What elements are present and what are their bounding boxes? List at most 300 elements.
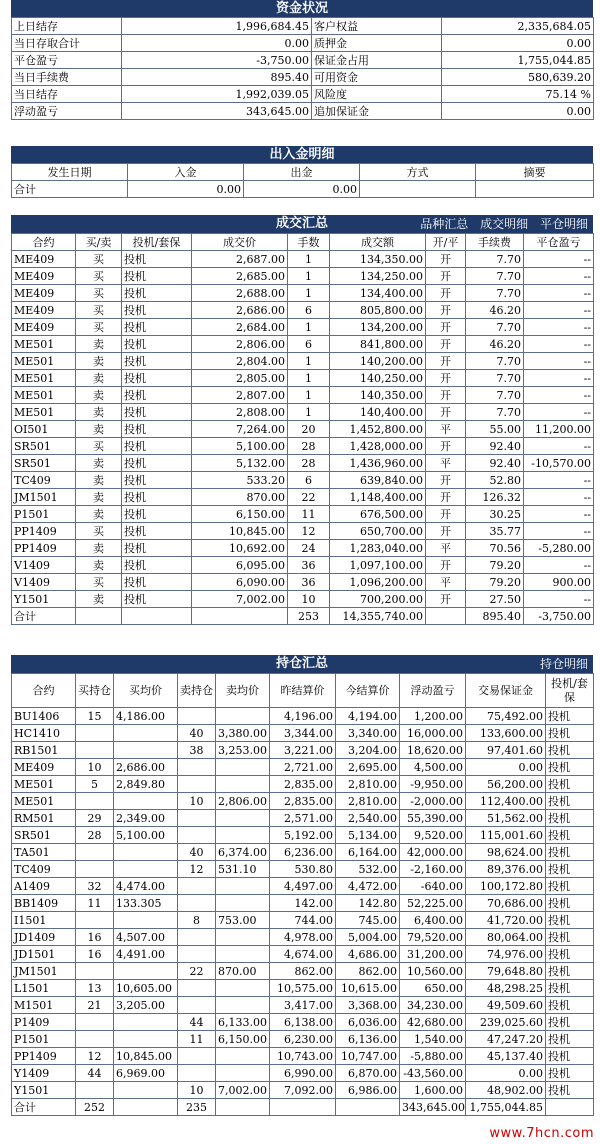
position-cell: 15: [76, 708, 114, 725]
funds-label: 当日结存: [12, 86, 122, 103]
trade-cell: 2,807.00: [192, 387, 288, 404]
table-row: [12, 506, 594, 523]
trade-cell: 10,692.00: [192, 540, 288, 557]
funds-value: 1,992,039.05: [122, 86, 312, 103]
position-cell: 4,978.00: [270, 929, 336, 946]
trade-cell: 2,805.00: [192, 370, 288, 387]
trade-cell: 134,400.00: [330, 285, 426, 302]
position-cell: 55,390.00: [400, 810, 466, 827]
position-cell: 3,253.00: [216, 742, 270, 759]
position-cell: [76, 1014, 114, 1031]
position-cell: ME501: [12, 776, 76, 793]
trade-cell: --: [524, 319, 594, 336]
trade-cell: 46.20: [466, 336, 524, 353]
position-cell: 74,976.00: [466, 946, 546, 963]
funds-row: [12, 86, 594, 103]
position-cell: [114, 793, 178, 810]
trade-cell: 投机: [122, 268, 192, 285]
trade-cell: 开: [426, 489, 466, 506]
position-cell: RB1501: [12, 742, 76, 759]
position-cell: [216, 759, 270, 776]
trade-cell: 6,150.00: [192, 506, 288, 523]
position-cell: 5,100.00: [114, 827, 178, 844]
column-header: 方式: [360, 164, 476, 181]
trade-cell: 1,428,000.00: [330, 438, 426, 455]
total-cell: 252: [76, 1099, 114, 1116]
position-cell: 8: [178, 912, 216, 929]
position-cell: 2,806.00: [216, 793, 270, 810]
table-row: [12, 844, 594, 861]
trade-cell: 20: [288, 421, 330, 438]
total-cell: 343,645.00: [400, 1099, 466, 1116]
link-position-detail[interactable]: 持仓明细: [539, 657, 588, 671]
table-row: [12, 489, 594, 506]
position-cell: L1501: [12, 980, 76, 997]
funds-section: [11, 0, 593, 120]
trade-cell: 平: [426, 421, 466, 438]
position-cell: 13: [76, 980, 114, 997]
trade-cell: 79.20: [466, 557, 524, 574]
position-cell: 投机: [546, 1048, 594, 1065]
trade-cell: 1,096,200.00: [330, 574, 426, 591]
table-row: [12, 980, 594, 997]
total-cell: [360, 181, 476, 198]
trade-cell: --: [524, 302, 594, 319]
inout-title: 出入金明细: [11, 146, 593, 163]
position-cell: [178, 1065, 216, 1082]
total-cell: 0.00: [128, 181, 244, 198]
position-cell: 投机: [546, 946, 594, 963]
trade-cell: 7.70: [466, 285, 524, 302]
table-row: [12, 591, 594, 608]
position-cell: 6,230.00: [270, 1031, 336, 1048]
trade-cell: 35.77: [466, 523, 524, 540]
position-cell: 3,380.00: [216, 725, 270, 742]
trade-cell: 6,095.00: [192, 557, 288, 574]
position-cell: [216, 776, 270, 793]
trade-cell: 2,686.00: [192, 302, 288, 319]
table-row: [12, 1048, 594, 1065]
table-row: [12, 319, 594, 336]
trade-cell: SR501: [12, 455, 76, 472]
position-cell: 4,686.00: [336, 946, 400, 963]
table-row: [12, 861, 594, 878]
position-cell: 4,186.00: [114, 708, 178, 725]
position-cell: [114, 725, 178, 742]
trade-cell: 买: [76, 319, 122, 336]
funds-label: 保证金占用: [312, 52, 442, 69]
position-cell: -2,160.00: [400, 861, 466, 878]
trade-cell: 开: [426, 285, 466, 302]
trade-cell: 投机: [122, 438, 192, 455]
trade-cell: 2,684.00: [192, 319, 288, 336]
position-cell: 97,401.60: [466, 742, 546, 759]
position-cell: [216, 895, 270, 912]
position-cell: 32: [76, 878, 114, 895]
trade-cell: 30.25: [466, 506, 524, 523]
position-cell: 16: [76, 946, 114, 963]
position-cell: 5: [76, 776, 114, 793]
trade-cell: 46.20: [466, 302, 524, 319]
trade-cell: ME409: [12, 319, 76, 336]
position-cell: 2,849.80: [114, 776, 178, 793]
trade-cell: 6: [288, 336, 330, 353]
funds-row: [12, 103, 594, 120]
position-cell: 投机: [546, 912, 594, 929]
trade-cell: ME409: [12, 251, 76, 268]
trade-cell: 11,200.00: [524, 421, 594, 438]
position-cell: [114, 742, 178, 759]
column-header: 投机/套保: [546, 674, 594, 708]
position-cell: 42,000.00: [400, 844, 466, 861]
column-header: 手数: [288, 234, 330, 251]
trade-cell: 投机: [122, 251, 192, 268]
position-cell: [76, 1031, 114, 1048]
position-cell: 10,615.00: [336, 980, 400, 997]
total-cell: [192, 608, 288, 625]
trade-cell: --: [524, 557, 594, 574]
total-cell: [76, 608, 122, 625]
funds-table: [11, 17, 594, 120]
position-cell: 2,686.00: [114, 759, 178, 776]
trade-cell: 7,264.00: [192, 421, 288, 438]
position-cell: 44: [76, 1065, 114, 1082]
trade-cell: ME501: [12, 387, 76, 404]
trade-cell: 36: [288, 574, 330, 591]
trade-cell: 11: [288, 506, 330, 523]
trade-cell: 1: [288, 370, 330, 387]
position-cell: 投机: [546, 827, 594, 844]
funds-label: 上日结存: [12, 18, 122, 35]
inout-header-row: [12, 164, 594, 181]
position-cell: 投机: [546, 742, 594, 759]
position-cell: [178, 827, 216, 844]
position-cell: -5,880.00: [400, 1048, 466, 1065]
position-cell: 4,194.00: [336, 708, 400, 725]
trade-cell: --: [524, 404, 594, 421]
column-header: 手续费: [466, 234, 524, 251]
position-cell: 0.00: [466, 759, 546, 776]
trade-cell: 2,685.00: [192, 268, 288, 285]
trade-cell: 投机: [122, 455, 192, 472]
position-cell: 112,400.00: [466, 793, 546, 810]
total-cell: [476, 181, 594, 198]
position-cell: [76, 963, 114, 980]
position-cell: [216, 997, 270, 1014]
position-cell: A1409: [12, 878, 76, 895]
column-header: 买均价: [114, 674, 178, 708]
table-row: [12, 336, 594, 353]
position-cell: RM501: [12, 810, 76, 827]
trade-cell: -5,280.00: [524, 540, 594, 557]
position-cell: 10,747.00: [336, 1048, 400, 1065]
trade-cell: 36: [288, 557, 330, 574]
table-row: [12, 895, 594, 912]
trade-cell: 开: [426, 353, 466, 370]
position-cell: 870.00: [216, 963, 270, 980]
position-cell: 2,721.00: [270, 759, 336, 776]
trade-cell: ME501: [12, 370, 76, 387]
funds-value: 580,639.20: [442, 69, 594, 86]
trade-cell: 12: [288, 523, 330, 540]
position-cell: 21: [76, 997, 114, 1014]
position-cell: 16: [76, 929, 114, 946]
total-cell: 合计: [12, 608, 76, 625]
funds-row: [12, 18, 594, 35]
trade-cell: 平: [426, 574, 466, 591]
position-cell: 5,004.00: [336, 929, 400, 946]
position-cell: [76, 793, 114, 810]
position-cell: [178, 1048, 216, 1065]
position-cell: 3,340.00: [336, 725, 400, 742]
trade-cell: 投机: [122, 557, 192, 574]
position-cell: 2,810.00: [336, 776, 400, 793]
column-header: 投机/套保: [122, 234, 192, 251]
position-cell: -2,000.00: [400, 793, 466, 810]
total-cell: -3,750.00: [524, 608, 594, 625]
column-header: 发生日期: [12, 164, 128, 181]
position-cell: 4,507.00: [114, 929, 178, 946]
total-cell: [426, 608, 466, 625]
trade-cell: V1409: [12, 557, 76, 574]
position-cell: [216, 878, 270, 895]
trade-cell: 140,350.00: [330, 387, 426, 404]
trade-cell: 买: [76, 574, 122, 591]
position-cell: [76, 742, 114, 759]
position-cell: 投机: [546, 878, 594, 895]
column-header: 合约: [12, 234, 76, 251]
position-cell: -640.00: [400, 878, 466, 895]
total-cell: [216, 1099, 270, 1116]
trade-cell: 22: [288, 489, 330, 506]
table-row: [12, 353, 594, 370]
total-cell: [114, 1099, 178, 1116]
position-cell: 142.00: [270, 895, 336, 912]
trade-cell: --: [524, 523, 594, 540]
position-cell: 10: [76, 759, 114, 776]
position-cell: [216, 708, 270, 725]
trade-cell: --: [524, 336, 594, 353]
position-cell: Y1501: [12, 1082, 76, 1099]
position-cell: 650.00: [400, 980, 466, 997]
position-cell: 4,472.00: [336, 878, 400, 895]
position-cell: [114, 1031, 178, 1048]
position-cell: [216, 1065, 270, 1082]
trade-cell: 92.40: [466, 438, 524, 455]
table-row: [12, 421, 594, 438]
trade-cell: 投机: [122, 319, 192, 336]
position-cell: 投机: [546, 963, 594, 980]
trades-header: [11, 215, 593, 233]
trade-cell: Y1501: [12, 591, 76, 608]
total-cell: 895.40: [466, 608, 524, 625]
trade-cell: 开: [426, 387, 466, 404]
table-row: [12, 557, 594, 574]
position-cell: M1501: [12, 997, 76, 1014]
column-header: 买/卖: [76, 234, 122, 251]
trade-cell: 2,688.00: [192, 285, 288, 302]
link-trade-detail[interactable]: 成交明细: [480, 217, 529, 231]
position-cell: 44: [178, 1014, 216, 1031]
position-cell: 142.80: [336, 895, 400, 912]
trade-cell: 10,845.00: [192, 523, 288, 540]
position-cell: 41,720.00: [466, 912, 546, 929]
trade-cell: 开: [426, 506, 466, 523]
positions-section: [11, 655, 593, 1116]
table-row: [12, 878, 594, 895]
table-row: [12, 776, 594, 793]
trade-cell: 676,500.00: [330, 506, 426, 523]
total-cell: 合计: [12, 1099, 76, 1116]
position-cell: 4,500.00: [400, 759, 466, 776]
trade-cell: 639,840.00: [330, 472, 426, 489]
trade-cell: 28: [288, 455, 330, 472]
position-cell: [76, 912, 114, 929]
link-variety-summary[interactable]: 品种汇总: [420, 217, 469, 231]
position-cell: [216, 810, 270, 827]
funds-label: 追加保证金: [312, 103, 442, 120]
trade-cell: 投机: [122, 489, 192, 506]
trade-cell: 6,090.00: [192, 574, 288, 591]
position-cell: 投机: [546, 997, 594, 1014]
trade-cell: 2,808.00: [192, 404, 288, 421]
position-cell: [216, 980, 270, 997]
position-cell: [76, 861, 114, 878]
trade-cell: 1,436,960.00: [330, 455, 426, 472]
column-header: 入金: [128, 164, 244, 181]
trade-cell: 1: [288, 353, 330, 370]
trade-cell: 55.00: [466, 421, 524, 438]
trade-cell: 平: [426, 455, 466, 472]
positions-total-row: [12, 1099, 594, 1116]
trade-cell: 1: [288, 285, 330, 302]
trade-cell: 700,200.00: [330, 591, 426, 608]
trades-header-row: [12, 234, 594, 251]
link-close-detail[interactable]: 平仓明细: [539, 217, 588, 231]
trade-cell: 投机: [122, 421, 192, 438]
table-row: [12, 912, 594, 929]
trade-cell: 投机: [122, 387, 192, 404]
trade-cell: 投机: [122, 302, 192, 319]
trade-cell: 卖: [76, 353, 122, 370]
trade-cell: 2,806.00: [192, 336, 288, 353]
trade-cell: 140,400.00: [330, 404, 426, 421]
table-row: [12, 574, 594, 591]
trade-cell: 开: [426, 268, 466, 285]
inout-table: [11, 163, 594, 198]
position-cell: [114, 1014, 178, 1031]
funds-value: 75.14 %: [442, 86, 594, 103]
column-header: 合约: [12, 674, 76, 708]
trade-cell: 2,687.00: [192, 251, 288, 268]
position-cell: PP1409: [12, 1048, 76, 1065]
total-cell: [122, 608, 192, 625]
position-cell: [178, 997, 216, 1014]
funds-value: 0.00: [122, 35, 312, 52]
position-cell: 28: [76, 827, 114, 844]
table-row: [12, 810, 594, 827]
position-cell: -9,950.00: [400, 776, 466, 793]
trade-cell: 134,250.00: [330, 268, 426, 285]
position-cell: 40: [178, 844, 216, 861]
position-cell: 投机: [546, 793, 594, 810]
total-cell: 1,755,044.85: [466, 1099, 546, 1116]
position-cell: [178, 776, 216, 793]
trade-cell: 投机: [122, 404, 192, 421]
trade-cell: 900.00: [524, 574, 594, 591]
total-cell: 14,355,740.00: [330, 608, 426, 625]
trade-cell: 7.70: [466, 319, 524, 336]
position-cell: 40: [178, 725, 216, 742]
position-cell: 12: [178, 861, 216, 878]
table-row: [12, 827, 594, 844]
position-cell: -43,560.00: [400, 1065, 466, 1082]
position-cell: 34,230.00: [400, 997, 466, 1014]
table-row: [12, 438, 594, 455]
position-cell: 52,225.00: [400, 895, 466, 912]
table-row: [12, 725, 594, 742]
position-cell: [114, 912, 178, 929]
position-cell: 投机: [546, 1014, 594, 1031]
trade-cell: PP1409: [12, 540, 76, 557]
column-header: 卖持仓: [178, 674, 216, 708]
position-cell: [178, 708, 216, 725]
trade-cell: SR501: [12, 438, 76, 455]
watermark: www.7hcn.com: [489, 1126, 594, 1141]
trade-cell: 1: [288, 251, 330, 268]
position-cell: 38: [178, 742, 216, 759]
position-cell: 133.305: [114, 895, 178, 912]
position-cell: 4,497.00: [270, 878, 336, 895]
table-row: [12, 708, 594, 725]
trade-cell: 7.70: [466, 370, 524, 387]
position-cell: 投机: [546, 861, 594, 878]
funds-row: [12, 69, 594, 86]
position-cell: 7,002.00: [216, 1082, 270, 1099]
trade-cell: --: [524, 387, 594, 404]
trade-cell: 1,148,400.00: [330, 489, 426, 506]
trade-cell: 7,002.00: [192, 591, 288, 608]
total-cell: [270, 1099, 336, 1116]
trade-cell: 650,700.00: [330, 523, 426, 540]
trades-title: 成交汇总: [275, 216, 328, 231]
position-cell: 10: [178, 793, 216, 810]
table-row: [12, 929, 594, 946]
position-cell: 投机: [546, 980, 594, 997]
position-cell: 115,001.60: [466, 827, 546, 844]
trade-cell: 开: [426, 336, 466, 353]
position-cell: 80,064.00: [466, 929, 546, 946]
total-cell: 253: [288, 608, 330, 625]
position-cell: 1,200.00: [400, 708, 466, 725]
trade-cell: 买: [76, 268, 122, 285]
trade-cell: 24: [288, 540, 330, 557]
position-cell: [178, 980, 216, 997]
position-cell: [178, 895, 216, 912]
positions-header-row: [12, 674, 594, 708]
position-cell: Y1409: [12, 1065, 76, 1082]
position-cell: 投机: [546, 1082, 594, 1099]
trade-cell: 开: [426, 404, 466, 421]
position-cell: 3,344.00: [270, 725, 336, 742]
trade-cell: 126.32: [466, 489, 524, 506]
position-cell: 862.00: [336, 963, 400, 980]
trade-cell: 开: [426, 302, 466, 319]
trade-cell: 投机: [122, 506, 192, 523]
total-cell: [546, 1099, 594, 1116]
position-cell: 745.00: [336, 912, 400, 929]
position-cell: [114, 861, 178, 878]
